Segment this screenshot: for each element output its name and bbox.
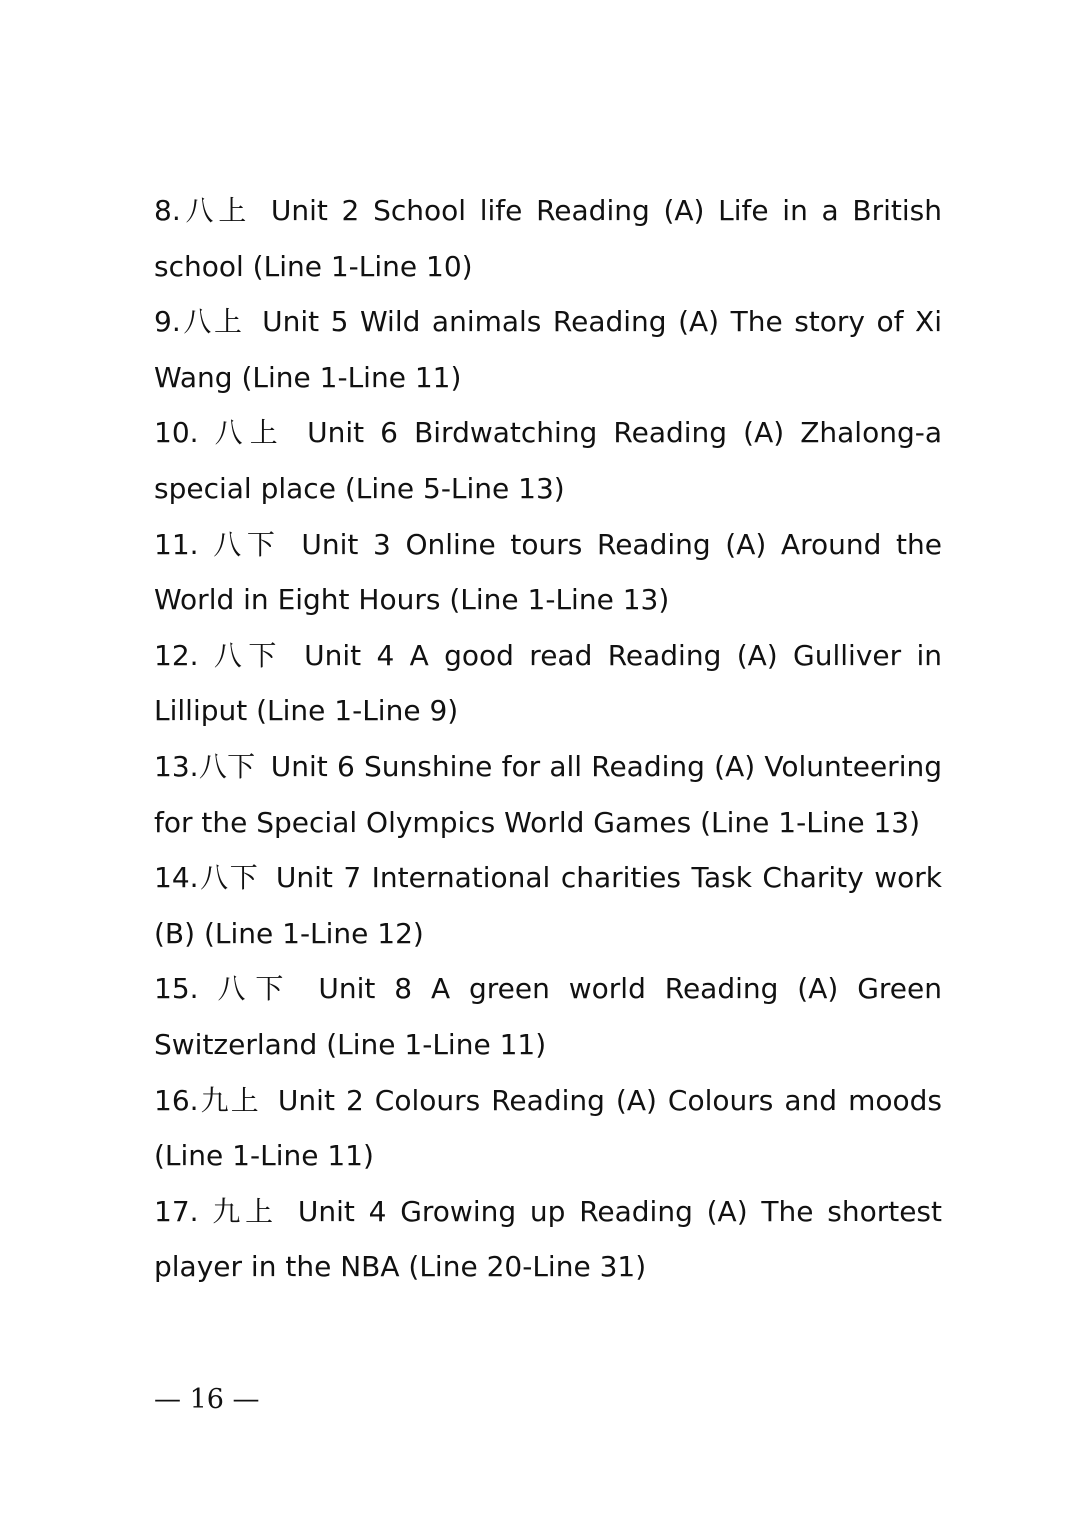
item-text: Unit 7 International charities Task Charity work (B) (Line 1-Line 12) (154, 861, 942, 950)
reading-list (154, 183, 942, 1295)
grade-label: 八下 (198, 861, 260, 895)
grade-label: 八下 (198, 749, 256, 783)
item-text: Unit 8 A green world Reading (A) Green Switzerland (Line 1-Line 11) (154, 972, 942, 1061)
page-number: — 16 — (154, 1384, 260, 1415)
item-number: 17. (154, 1194, 199, 1228)
grade-label: 九上 (212, 1194, 279, 1228)
list-item (154, 294, 942, 405)
grade-label: 八下 (213, 638, 283, 672)
grade-label: 八上 (180, 194, 252, 227)
list-item (154, 1184, 942, 1295)
list-item (154, 1073, 942, 1184)
item-number: 13. (154, 749, 199, 783)
item-text: Unit 6 Birdwatching Reading (A) Zhalong-a special place (Line 5-Line 13) (154, 416, 943, 505)
item-number: 11. (154, 527, 199, 561)
item-text: Unit 3 Online tours Reading (A) Around the World in Eight Hours (Line 1-Line 13) (154, 527, 942, 617)
item-number: 8. (154, 194, 181, 227)
item-text: Unit 5 Wild animals Reading (A) The story of Xi Wang (Line 1-Line 11) (154, 305, 942, 394)
item-text: Unit 4 Growing up Reading (A) The shortest player in the NBA (Line 20-Line 31) (154, 1194, 942, 1284)
item-number: 14. (154, 861, 199, 895)
list-item (154, 961, 942, 1072)
item-number: 16. (154, 1083, 199, 1117)
grade-label: 八上 (214, 416, 285, 450)
list-item (154, 628, 942, 739)
grade-label: 九上 (198, 1083, 261, 1117)
item-text: Unit 2 School life Reading (A) Life in a British school (Line 1-Line 10) (154, 194, 942, 283)
list-item (154, 517, 942, 628)
item-number: 12. (154, 638, 199, 672)
grade-label: 八下 (217, 972, 294, 1006)
grade-label: 八上 (180, 305, 245, 339)
item-number: 15. (154, 972, 199, 1006)
item-text: Unit 2 Colours Reading (A) Colours and moods (Line 1-Line 11) (154, 1083, 942, 1173)
list-item (154, 739, 942, 850)
list-item (154, 405, 942, 516)
grade-label: 八下 (213, 527, 281, 561)
item-text: Unit 4 A good read Reading (A) Gulliver in Lilliput (Line 1-Line 9) (154, 638, 942, 728)
item-number: 10. (154, 416, 199, 450)
item-text: Unit 6 Sunshine for all Reading (A) Volunteering for the Special Olympics World Games (Line 1-Line 13) (154, 749, 942, 839)
list-item (154, 850, 942, 961)
list-item (154, 183, 942, 294)
item-number: 9. (154, 305, 181, 339)
